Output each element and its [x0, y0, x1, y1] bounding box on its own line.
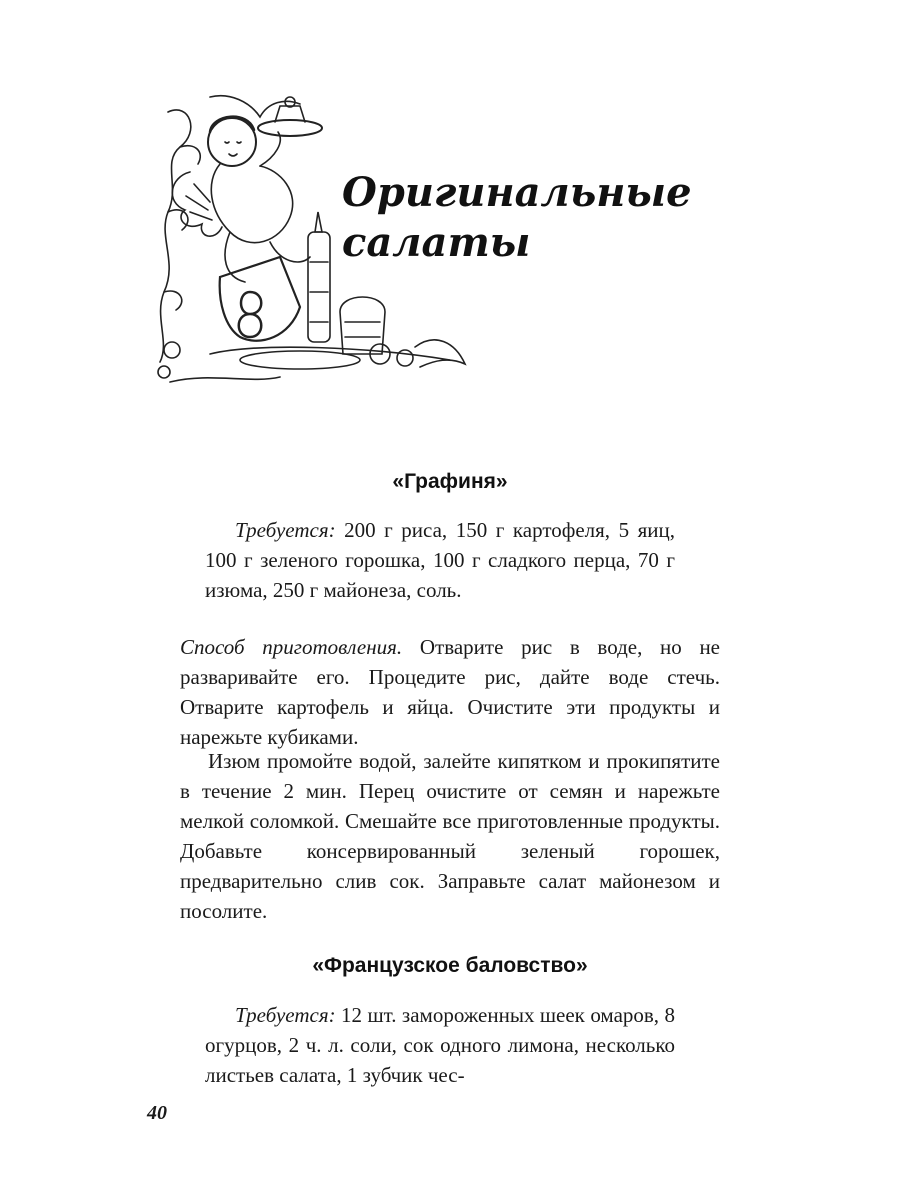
chapter-title-line-1: Оригинальные	[342, 169, 692, 216]
chapter-title	[342, 168, 692, 268]
recipe-ingredients-french	[205, 1000, 675, 1090]
recipe-heading-grafinya: «Графиня»	[392, 470, 508, 493]
recipe-ingredients-grafinya	[205, 515, 675, 605]
ingredients-text: 200 г риса, 150 г картофеля, 5 яиц, 100 г зеленого горошка, 100 г сладкого перца, 70 г изюма, 250 г майонеза, соль.	[205, 518, 675, 602]
ingredients-label: Требуется:	[235, 1003, 336, 1027]
method-label: Способ приготовления.	[180, 635, 403, 659]
recipe-method-paragraph-2: Изюм промойте водой, залейте кипятком и прокипятите в течение 2 мин. Перец очистите от семян и нарежьте мелкой соломкой. Смешайте все приготовленные продукты. Добавьте консервированный зеленый горошек, предварительно слив сок. Заправьте салат майонезом и посолите.	[180, 749, 720, 923]
ingredients-text: 12 шт. замороженных шеек омаров, 8 огурцов, 2 ч. л. соли, сок одного лимона, несколько листьев салата, 1 зубчик чес-	[205, 1003, 675, 1087]
recipe-heading-french: «Французское баловство»	[312, 954, 588, 977]
page-number: 40	[147, 1102, 167, 1124]
recipe-method-paragraph-1	[180, 632, 720, 752]
ingredients-label: Требуется:	[235, 518, 336, 542]
chapter-title-line-2: салаты	[342, 219, 531, 266]
method-text: Отварите рис в воде, но не разваривайте его. Процедите рис, дайте воде стечь. Отварите картофель и яйца. Очистите эти продукты и нарежьте кубиками.	[180, 635, 721, 749]
